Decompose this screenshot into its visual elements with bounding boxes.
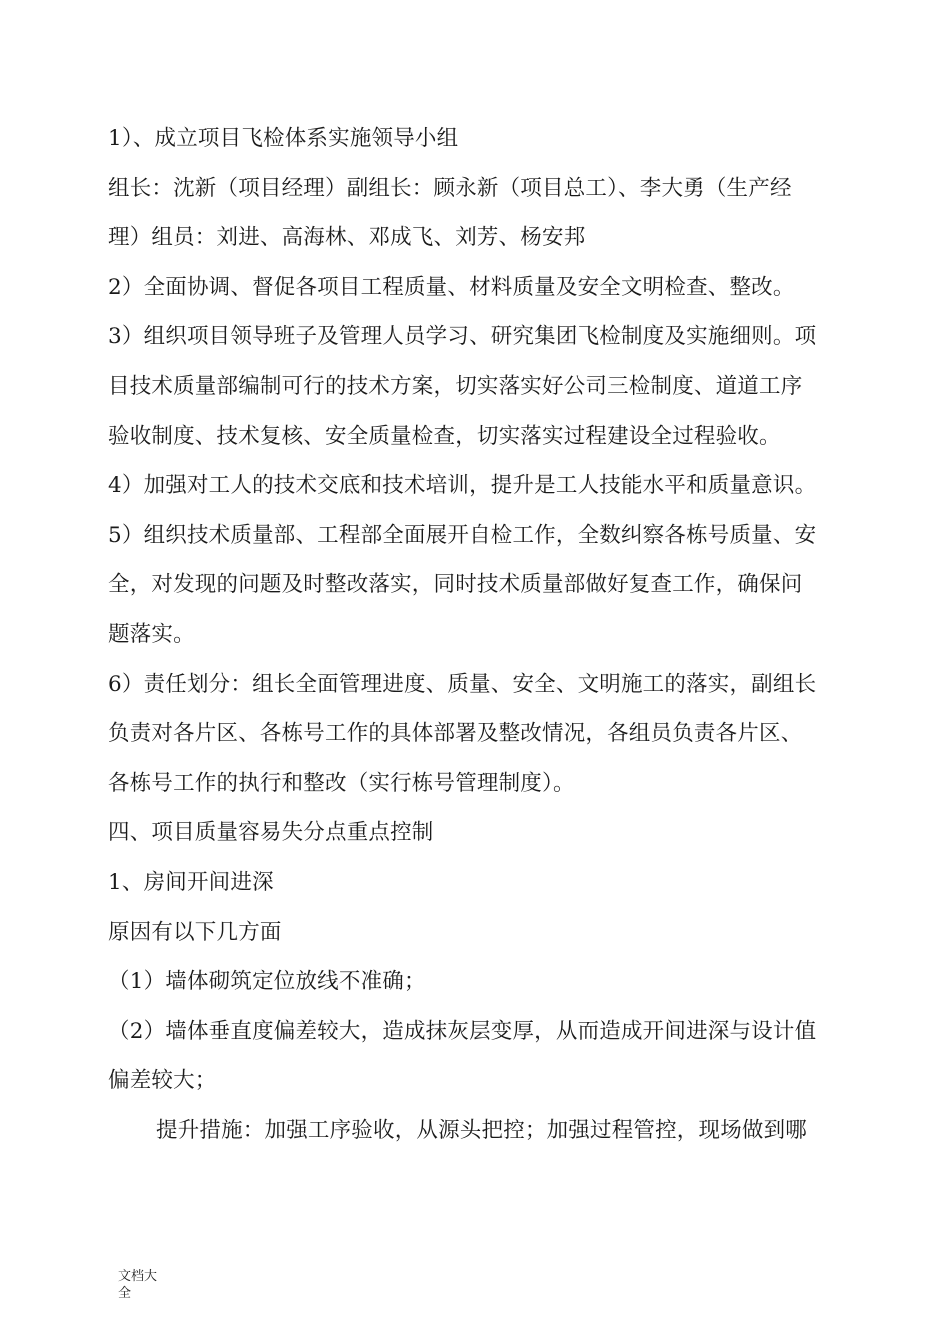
document-body xyxy=(108,114,870,1155)
text-line-09: 5）组织技术质量部、工程部全面展开自检工作，全数纠察各栋号质量、安 xyxy=(108,522,817,548)
text-line-12: 6）责任划分：组长全面管理进度、质量、安全、文明施工的落实，副组长 xyxy=(108,671,817,697)
footer-line-1: 文档大 xyxy=(118,1269,158,1284)
text-line-07: 验收制度、技术复核、安全质量检查，切实落实过程建设全过程验收。 xyxy=(108,423,781,449)
text-line-06: 目技术质量部编制可行的技术方案，切实落实好公司三检制度、道道工序 xyxy=(108,373,803,399)
text-line-02: 组长：沈新（项目经理）副组长：顾永新（项目总工）、李大勇（生产经 xyxy=(108,175,792,201)
text-line-08: 4）加强对工人的技术交底和技术培训，提升是工人技能水平和质量意识。 xyxy=(108,473,817,499)
text-line-10: 全，对发现的问题及时整改落实，同时技术质量部做好复查工作，确保问 xyxy=(108,572,803,598)
text-line-11: 题落实。 xyxy=(108,621,195,647)
list-item-2: （2）墙体垂直度偏差较大，造成抹灰层变厚，从而造成开间进深与设计值 xyxy=(108,1018,817,1044)
text-line-01: 1）、成立项目飞检体系实施领导小组 xyxy=(108,126,459,151)
text-line-03: 理）组员：刘进、高海林、邓成飞、刘芳、杨安邦 xyxy=(108,225,586,251)
text-line-17: 原因有以下几方面 xyxy=(108,919,282,945)
footer-line-2: 全 xyxy=(118,1286,132,1301)
text-line-05: 3）组织项目领导班子及管理人员学习、研究集团飞检制度及实施细则。项 xyxy=(108,324,817,350)
section-heading: 四、项目质量容易失分点重点控制 xyxy=(108,820,434,846)
list-item-1: （1）墙体砌筑定位放线不准确； xyxy=(108,969,426,995)
subsection-heading: 1、房间开间进深 xyxy=(108,869,274,895)
text-line-20: 偏差较大； xyxy=(108,1068,217,1094)
text-line-04: 2）全面协调、督促各项目工程质量、材料质量及安全文明检查、整改。 xyxy=(108,274,795,300)
text-line-21: 提升措施：加强工序验收，从源头把控；加强过程管控，现场做到哪 xyxy=(156,1117,808,1143)
text-line-14: 各栋号工作的执行和整改（实行栋号管理制度）。 xyxy=(108,770,575,796)
page-footer xyxy=(118,1268,178,1302)
text-line-13: 负责对各片区、各栋号工作的具体部署及整改情况，各组员负责各片区、 xyxy=(108,721,803,747)
